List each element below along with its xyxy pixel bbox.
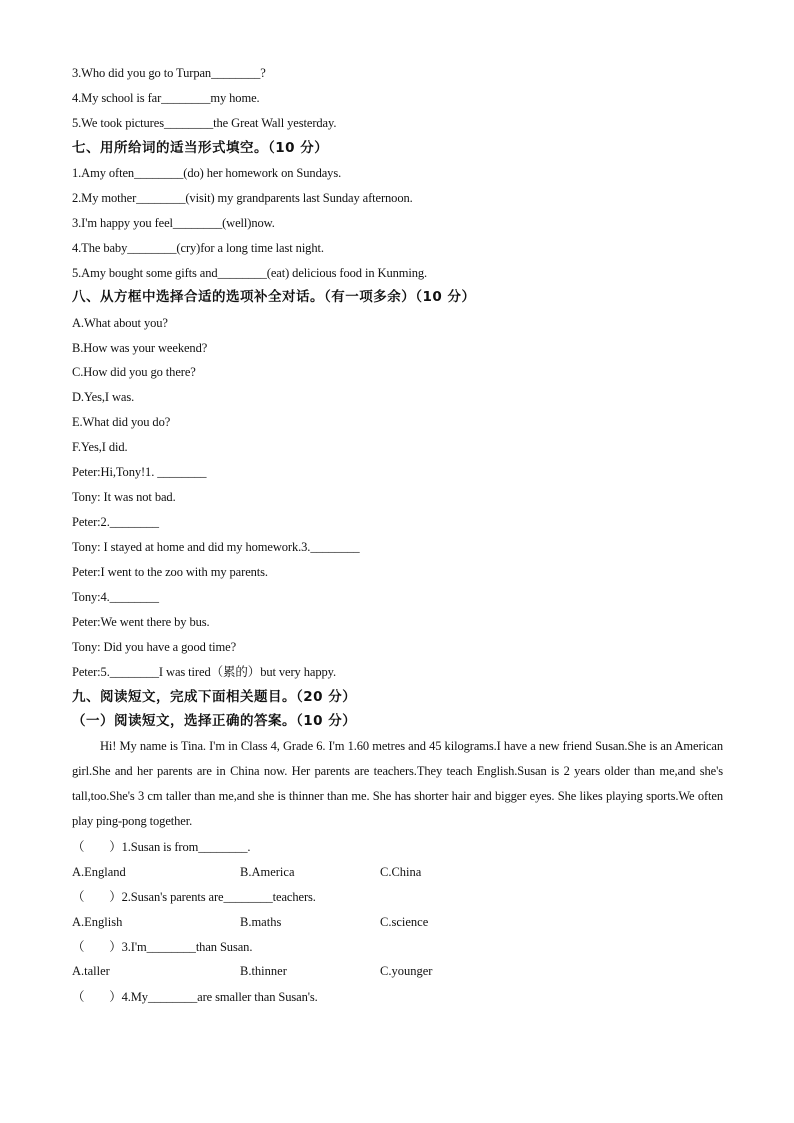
dialogue-line-3: Peter:2.________ — [72, 515, 159, 529]
dialogue-line-5: Peter:I went to the zoo with my parents. — [72, 565, 268, 579]
section-9-heading: 九、阅读短文，完成下面相关题目。（20 分） — [72, 689, 357, 705]
section-7-heading: 七、用所给词的适当形式填空。（10 分） — [72, 140, 329, 156]
option-b: B.How was your weekend? — [72, 341, 208, 355]
question-6-5: 5.We took pictures________the Great Wall yesterday. — [72, 116, 337, 130]
question-7-4: 4.The baby________(cry)for a long time last night. — [72, 241, 324, 255]
dialogue-line-6: Tony:4.________ — [72, 590, 159, 604]
option-f: F.Yes,I did. — [72, 440, 128, 454]
dialogue-line-2: Tony: It was not bad. — [72, 490, 176, 504]
reading-question-3: （ ）3.I'm________than Susan. — [72, 940, 253, 954]
option-a: A.What about you? — [72, 316, 168, 330]
dialogue-line-7: Peter:We went there by bus. — [72, 615, 210, 629]
reading-q3-option-a: A.taller — [72, 964, 110, 978]
dialogue-line-4: Tony: I stayed at home and did my homework.3.________ — [72, 540, 360, 554]
reading-q1-option-a: A.England — [72, 865, 126, 879]
question-7-5: 5.Amy bought some gifts and________(eat) delicious food in Kunming. — [72, 266, 428, 280]
reading-q1-option-b: B.America — [240, 865, 295, 879]
reading-q2-option-c: C.science — [380, 915, 429, 929]
option-d: D.Yes,I was. — [72, 390, 135, 404]
option-c: C.How did you go there? — [72, 365, 196, 379]
question-7-1: 1.Amy often________(do) her homework on Sundays. — [72, 166, 342, 180]
reading-question-2: （ ）2.Susan's parents are________teachers. — [72, 890, 316, 904]
question-7-2: 2.My mother________(visit) my grandparents last Sunday afternoon. — [72, 191, 413, 205]
reading-q2-option-a: A.English — [72, 915, 123, 929]
question-7-3: 3.I'm happy you feel________(well)now. — [72, 216, 275, 230]
reading-question-4: （ ）4.My________are smaller than Susan's. — [72, 990, 318, 1004]
dialogue-line-9: Peter:5.________I was tired（累的）but very happy. — [72, 665, 336, 679]
section-8-heading: 八、从方框中选择合适的选项补全对话。（有一项多余）（10 分） — [72, 289, 476, 305]
dialogue-line-8: Tony: Did you have a good time? — [72, 640, 237, 654]
option-e: E.What did you do? — [72, 415, 171, 429]
reading-passage: Hi! My name is Tina. I'm in Class 4, Grade 6. I'm 1.60 metres and 45 kilograms.I have a new friend Susan.She is an American girl.She and her parents are in China now. Her parents are teachers.They teach English.Susan is 2 years older than me,and she's tall,too.She's 3 cm taller than me,and she is thinner than me. She has shorter hair and bigger eyes. She likes playing sports.We often play ping-pong together. — [72, 739, 723, 828]
reading-question-1: （ ）1.Susan is from________. — [72, 840, 251, 854]
dialogue-line-1: Peter:Hi,Tony!1. ________ — [72, 465, 207, 479]
section-9-subheading: （一）阅读短文，选择正确的答案。（10 分） — [72, 713, 357, 729]
reading-q2-option-b: B.maths — [240, 915, 282, 929]
reading-q3-option-c: C.younger — [380, 964, 433, 978]
reading-q1-option-c: C.China — [380, 865, 422, 879]
question-6-3: 3.Who did you go to Turpan________? — [72, 66, 266, 80]
reading-q3-option-b: B.thinner — [240, 964, 287, 978]
question-6-4: 4.My school is far________my home. — [72, 91, 260, 105]
